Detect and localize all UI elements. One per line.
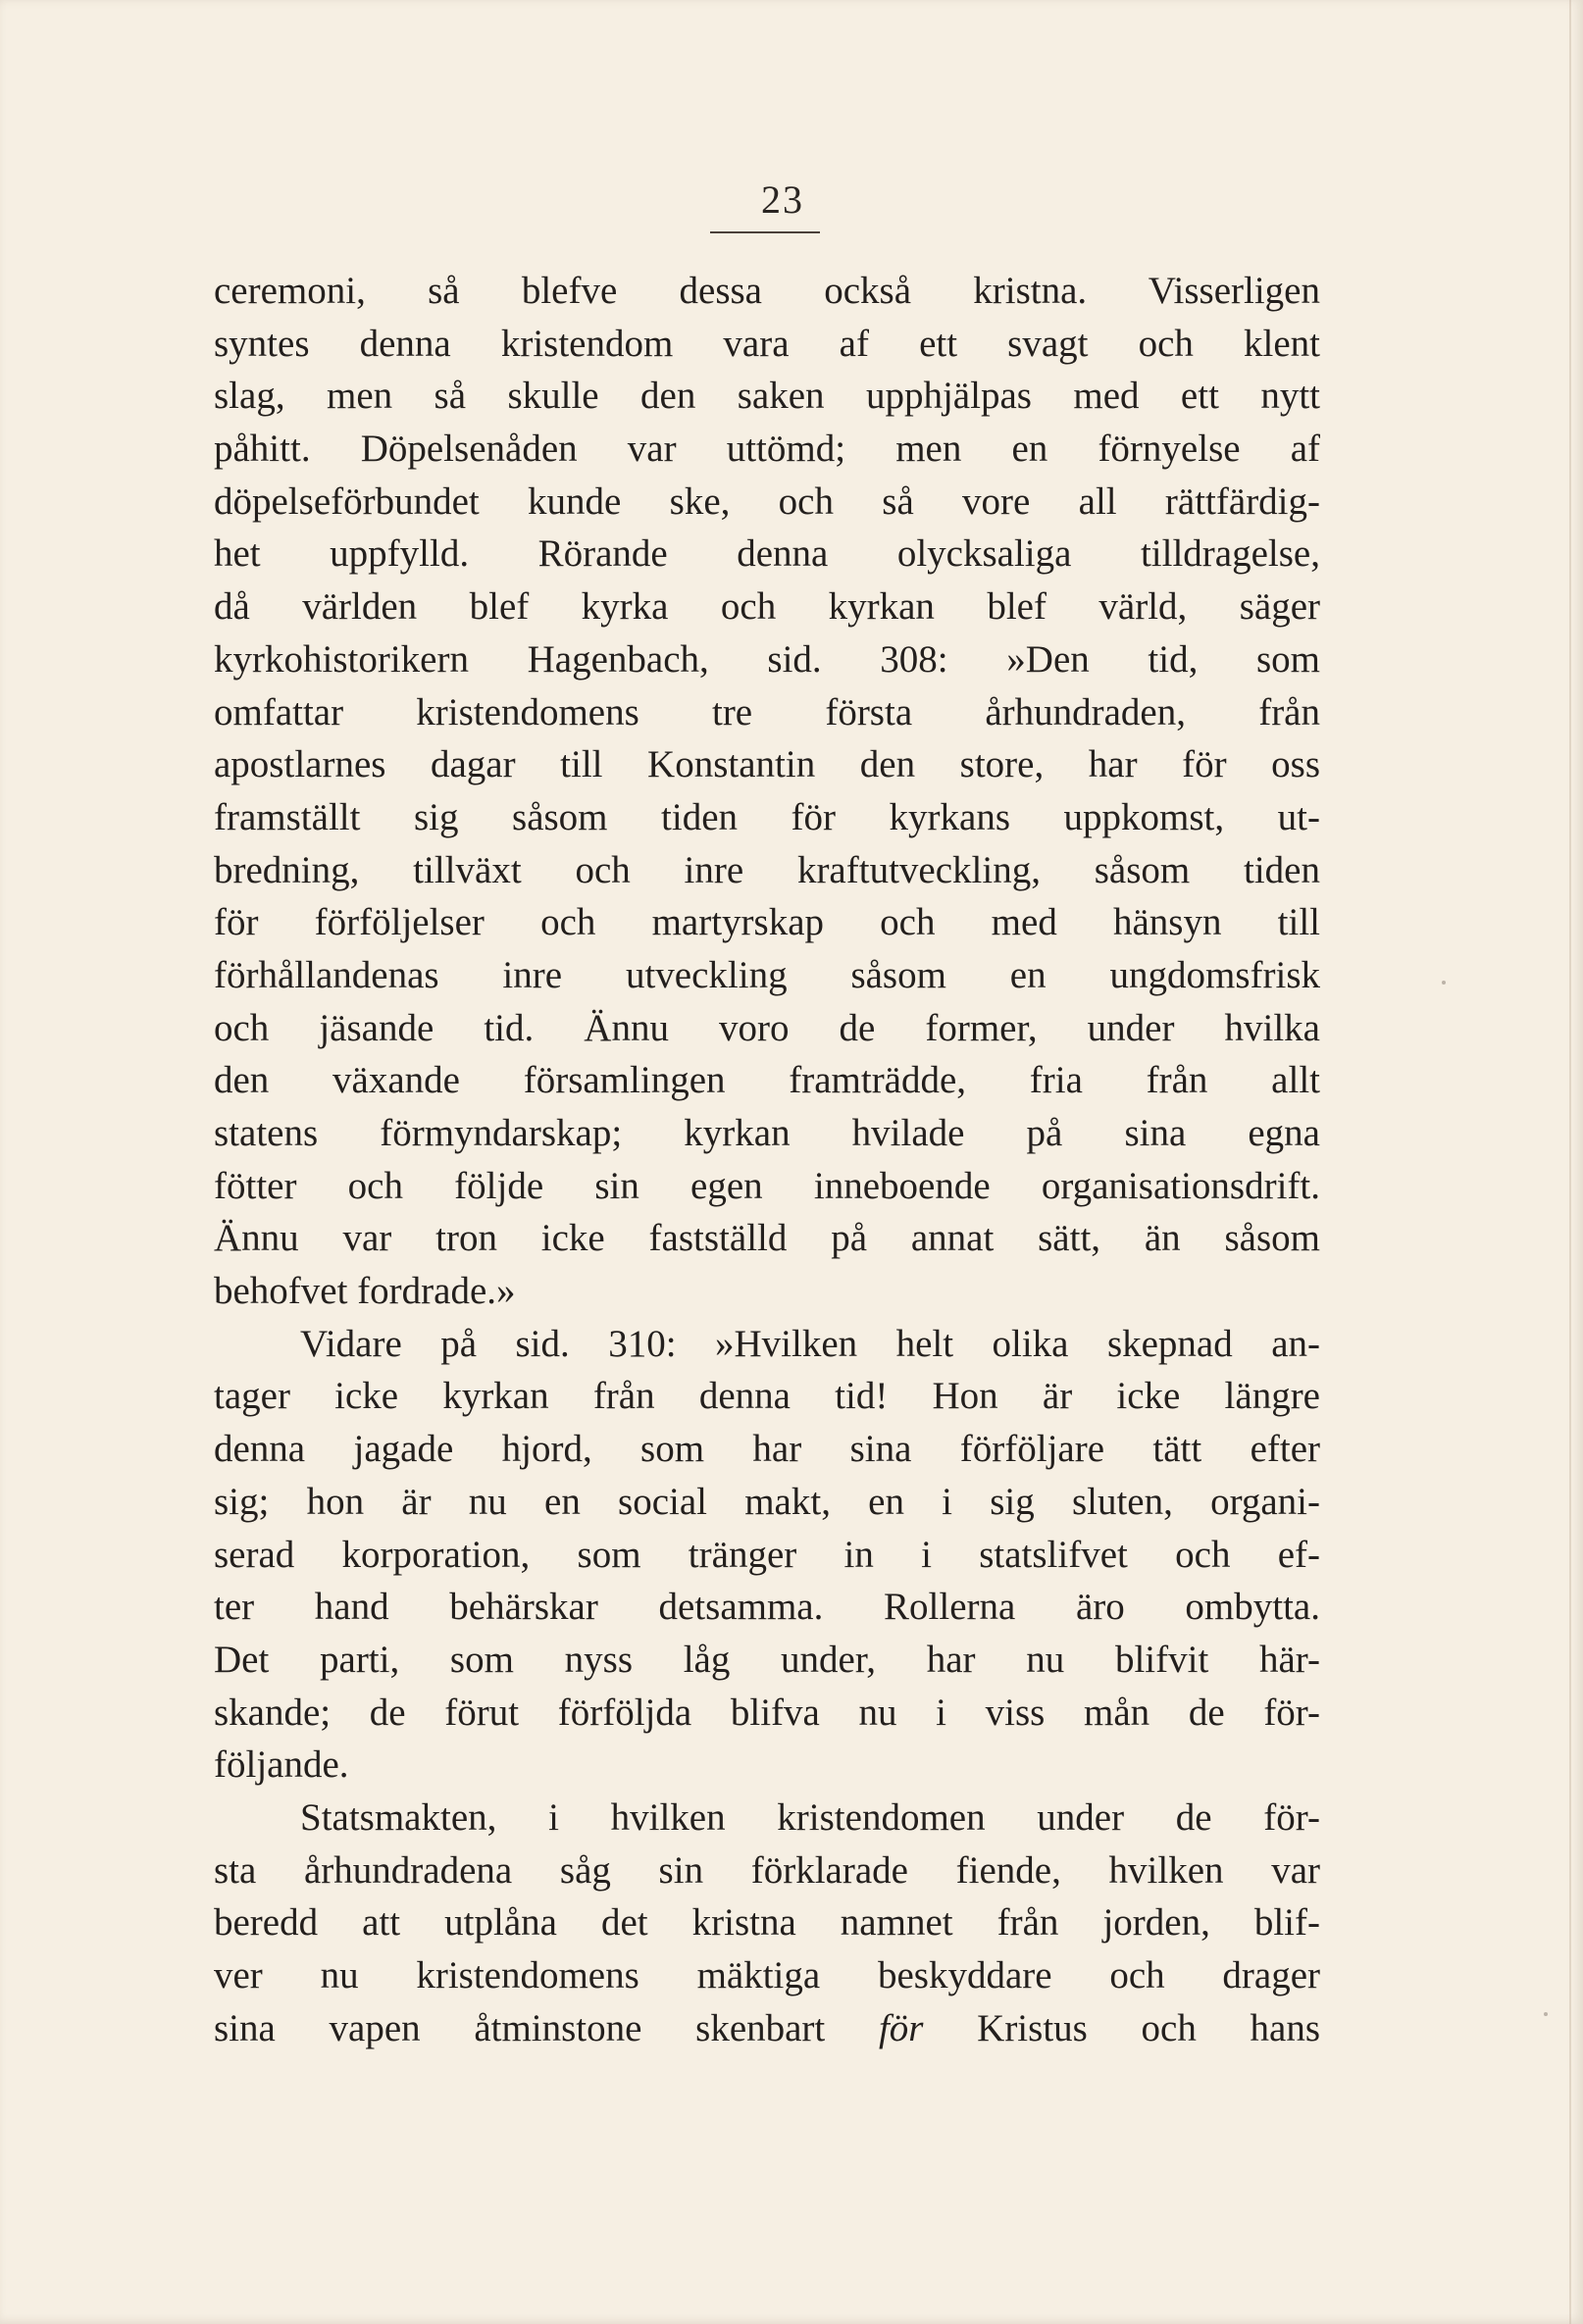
text-line: ver nu kristendomens mäktiga beskyddare och drager xyxy=(214,1954,1320,1996)
text-line: syntes denna kristendom vara af ett svagt och klent xyxy=(214,322,1320,365)
page-edge xyxy=(1569,0,1571,2324)
text-line: beredd att utplåna det kristna namnet från jorden, blif- xyxy=(214,1901,1320,1945)
text-line: döpelseförbundet kunde ske, och så vore all rättfärdig- xyxy=(214,480,1320,523)
text-line: skande; de förut förföljda blifva nu i viss mån de för- xyxy=(214,1691,1320,1734)
text-line: ceremoni, så blefve dessa också kristna. Visserligen xyxy=(214,270,1320,312)
italic-word: för xyxy=(878,2006,924,2049)
text-line: Statsmakten, i hvilken kristendomen under de för- xyxy=(300,1795,1320,1839)
text-line: tager icke kyrkan från denna tid! Hon är icke längre xyxy=(214,1375,1320,1418)
text-line xyxy=(214,2002,1320,2055)
text-line: omfattar kristendomens tre första århundraden, från xyxy=(214,690,1320,733)
text-line: fötter och följde sin egen inneboende organisationsdrift. xyxy=(214,1164,1320,1207)
text-line: apostlarnes dagar till Konstantin den store, har för oss xyxy=(214,743,1320,786)
text-line: påhitt. Döpelsenåden var uttömd; men en förnyelse af xyxy=(214,428,1320,471)
text-line: framställt sig såsom tiden för kyrkans uppkomst, ut- xyxy=(214,795,1320,838)
text-line: Det parti, som nyss låg under, har nu blifvit här- xyxy=(214,1638,1320,1681)
paper-speck xyxy=(1544,2012,1548,2016)
text-line: sta århundradena såg sin förklarade fiende, hvilken var xyxy=(214,1848,1320,1892)
text-line: då världen blef kyrka och kyrkan blef värld, säger xyxy=(214,585,1320,629)
text-line: denna jagade hjord, som har sina förföljare tätt efter xyxy=(214,1428,1320,1471)
text-line: serad korporation, som tränger in i statslifvet och ef- xyxy=(214,1533,1320,1576)
page-number: 23 xyxy=(761,177,804,222)
body-text xyxy=(214,265,1320,2054)
text-line: statens förmyndarskap; kyrkan hvilade på sina egna xyxy=(214,1112,1320,1154)
text-line: behofvet fordrade.» xyxy=(214,1270,516,1313)
text-line: den växande församlingen framträdde, fria från allt xyxy=(214,1059,1320,1102)
text-line: sig; hon är nu en social makt, en i sig sluten, organi- xyxy=(214,1480,1320,1523)
text-segment: Kristus och hans xyxy=(923,2006,1320,2049)
text-line: Vidare på sid. 310: »Hvilken helt olika skepnad an- xyxy=(300,1322,1320,1365)
page-number-rule xyxy=(710,231,820,233)
text-line: Ännu var tron icke fastställd på annat sätt, än såsom xyxy=(214,1217,1320,1260)
text-line: slag, men så skulle den saken upphjälpas med ett nytt xyxy=(214,375,1320,418)
text-line: bredning, tillväxt och inre kraftutveckling, såsom tiden xyxy=(214,848,1320,891)
text-line: följande. xyxy=(214,1743,349,1787)
text-line: för förföljelser och martyrskap och med hänsyn till xyxy=(214,901,1320,944)
text-line: het uppfylld. Rörande denna olycksaliga tilldragelse, xyxy=(214,532,1320,576)
text-line: kyrkohistorikern Hagenbach, sid. 308: »Den tid, som xyxy=(214,637,1320,681)
text-segment: sina vapen åtminstone skenbart xyxy=(214,2006,879,2049)
text-line: ter hand behärskar detsamma. Rollerna äro ombytta. xyxy=(214,1586,1320,1629)
paper-speck xyxy=(1442,981,1446,985)
text-line: förhållandenas inre utveckling såsom en ungdomsfrisk xyxy=(214,953,1320,996)
text-line: och jäsande tid. Ännu voro de former, under hvilka xyxy=(214,1006,1320,1049)
